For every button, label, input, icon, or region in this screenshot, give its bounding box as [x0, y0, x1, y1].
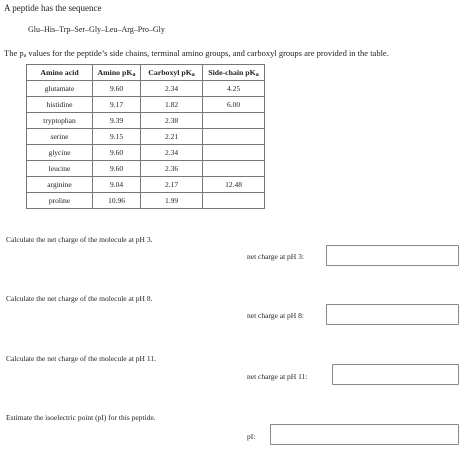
- amino-pka-cell: 10.96: [93, 193, 141, 209]
- pi-label: pI:: [247, 432, 256, 441]
- net-charge-ph11-label: net charge at pH 11:: [247, 372, 308, 381]
- table-row: [27, 193, 265, 209]
- pk-sentence-rest: values for the peptide’s side chains, terminal amino groups, and carboxyl groups are provided in the table.: [26, 48, 389, 58]
- carboxyl-pka-cell: 2.34: [141, 145, 203, 161]
- carboxyl-pka-cell: 2.38: [141, 113, 203, 129]
- carboxyl-pka-cell: 2.21: [141, 129, 203, 145]
- pk-sentence: [4, 48, 389, 59]
- header-amino-acid: Amino acid: [27, 65, 93, 81]
- side-chain-pka-cell: [203, 113, 265, 129]
- question-pi-prompt: Estimate the isoelectric point (pI) for this peptide.: [6, 413, 156, 422]
- table-row: [27, 81, 265, 97]
- amino-acid-cell: proline: [27, 193, 93, 209]
- side-chain-pka-cell: 6.00: [203, 97, 265, 113]
- carboxyl-pka-cell: 2.34: [141, 81, 203, 97]
- net-charge-ph8-input[interactable]: [326, 304, 459, 325]
- header-side-chain-pka: Side-chain $pK_a$: [203, 65, 265, 81]
- amino-acid-cell: serine: [27, 129, 93, 145]
- side-chain-pka-cell: [203, 129, 265, 145]
- carboxyl-pka-cell: 2.36: [141, 161, 203, 177]
- header-amino-pka: Amino $pK_a$: [93, 65, 141, 81]
- amino-acid-cell: histidine: [27, 97, 93, 113]
- net-charge-ph3-input[interactable]: [326, 245, 459, 266]
- amino-pka-cell: 9.60: [93, 81, 141, 97]
- pk-sentence-subscript: a: [23, 53, 27, 59]
- amino-pka-cell: 9.60: [93, 161, 141, 177]
- side-chain-pka-cell: [203, 161, 265, 177]
- pi-input[interactable]: [270, 424, 459, 445]
- carboxyl-pka-cell: 1.99: [141, 193, 203, 209]
- table-row: [27, 113, 265, 129]
- question-ph8-prompt: Calculate the net charge of the molecule at pH 8.: [6, 294, 153, 303]
- question-ph3-prompt: Calculate the net charge of the molecule at pH 3.: [6, 235, 153, 244]
- table-row: [27, 177, 265, 193]
- question-ph11-prompt: Calculate the net charge of the molecule at pH 11.: [6, 354, 156, 363]
- net-charge-ph11-input[interactable]: [332, 364, 459, 385]
- net-charge-ph8-label: net charge at pH 8:: [247, 311, 304, 320]
- side-chain-pka-cell: [203, 145, 265, 161]
- amino-acid-cell: arginine: [27, 177, 93, 193]
- net-charge-ph3-label: net charge at pH 3:: [247, 252, 304, 261]
- amino-acid-cell: glutamate: [27, 81, 93, 97]
- side-chain-pka-cell: [203, 193, 265, 209]
- side-chain-pka-cell: 12.48: [203, 177, 265, 193]
- amino-pka-cell: 9.15: [93, 129, 141, 145]
- amino-acid-cell: glycine: [27, 145, 93, 161]
- carboxyl-pka-cell: 2.17: [141, 177, 203, 193]
- pka-table: [26, 64, 265, 209]
- peptide-sequence: Glu–His–Trp–Ser–Gly–Leu–Arg–Pro–Gly: [28, 25, 165, 34]
- amino-acid-cell: tryptophan: [27, 113, 93, 129]
- table-header-row: [27, 65, 265, 81]
- carboxyl-pka-cell: 1.82: [141, 97, 203, 113]
- table-row: [27, 129, 265, 145]
- intro-text: A peptide has the sequence: [4, 3, 102, 13]
- pk-sentence-start: The p: [4, 48, 24, 58]
- table-row: [27, 145, 265, 161]
- table-row: [27, 97, 265, 113]
- table-row: [27, 161, 265, 177]
- amino-pka-cell: 9.60: [93, 145, 141, 161]
- header-carboxyl-pka: Carboxyl $pK_a$: [141, 65, 203, 81]
- amino-pka-cell: 9.17: [93, 97, 141, 113]
- amino-pka-cell: 9.04: [93, 177, 141, 193]
- amino-pka-cell: 9.39: [93, 113, 141, 129]
- side-chain-pka-cell: 4.25: [203, 81, 265, 97]
- amino-acid-cell: leucine: [27, 161, 93, 177]
